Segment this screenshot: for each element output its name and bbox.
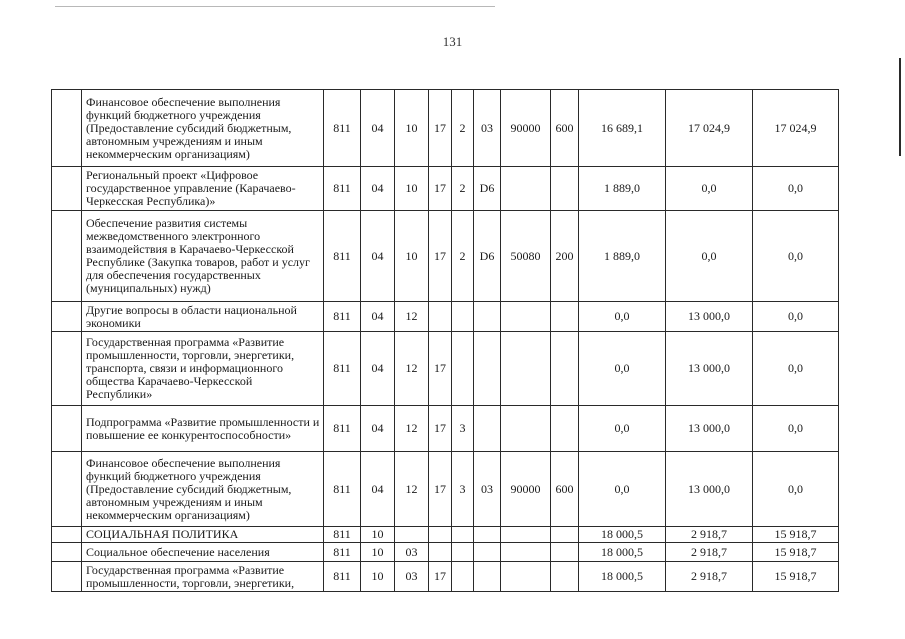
amount-year-1: 0,0: [579, 406, 666, 452]
subsection-code: 10: [395, 211, 429, 302]
amount-year-1: 0,0: [579, 452, 666, 527]
expense-type-code: 600: [551, 90, 579, 167]
row-name: Социальное обеспечение населения: [82, 543, 324, 562]
lead-cell: [52, 167, 82, 211]
subprogram-code: 3: [452, 406, 474, 452]
program-code: 17: [429, 562, 452, 592]
amount-year-2: 2 918,7: [666, 527, 753, 543]
direction-code: 90000: [501, 452, 551, 527]
amount-year-2: 13 000,0: [666, 406, 753, 452]
direction-code: [501, 543, 551, 562]
subsection-code: 10: [395, 90, 429, 167]
direction-code: [501, 527, 551, 543]
amount-year-3: 0,0: [753, 452, 839, 527]
ministry-code: 811: [324, 406, 361, 452]
budget-table: [51, 89, 839, 592]
subprogram-code: [452, 527, 474, 543]
direction-code: [501, 302, 551, 332]
subprogram-code: 2: [452, 167, 474, 211]
amount-year-1: 0,0: [579, 332, 666, 406]
subsection-code: 10: [395, 167, 429, 211]
event-code: [474, 332, 501, 406]
table-row: [52, 527, 839, 543]
table-row: [52, 452, 839, 527]
subsection-code: 12: [395, 452, 429, 527]
expense-type-code: [551, 302, 579, 332]
ministry-code: 811: [324, 562, 361, 592]
event-code: [474, 527, 501, 543]
event-code: [474, 543, 501, 562]
program-code: 17: [429, 90, 452, 167]
ministry-code: 811: [324, 302, 361, 332]
amount-year-3: 17 024,9: [753, 90, 839, 167]
amount-year-3: 0,0: [753, 167, 839, 211]
direction-code: [501, 406, 551, 452]
amount-year-1: 0,0: [579, 302, 666, 332]
ministry-code: 811: [324, 452, 361, 527]
section-code: 10: [361, 527, 395, 543]
direction-code: 50080: [501, 211, 551, 302]
section-code: 04: [361, 406, 395, 452]
amount-year-3: 0,0: [753, 332, 839, 406]
subsection-code: 12: [395, 332, 429, 406]
table-row: [52, 332, 839, 406]
amount-year-2: 13 000,0: [666, 302, 753, 332]
table-body: [52, 90, 839, 592]
direction-code: [501, 167, 551, 211]
table-row: [52, 302, 839, 332]
row-name: СОЦИАЛЬНАЯ ПОЛИТИКА: [82, 527, 324, 543]
ministry-code: 811: [324, 332, 361, 406]
section-code: 04: [361, 211, 395, 302]
subprogram-code: 3: [452, 452, 474, 527]
ministry-code: 811: [324, 90, 361, 167]
top-rule: [55, 6, 495, 7]
direction-code: [501, 562, 551, 592]
amount-year-2: 13 000,0: [666, 452, 753, 527]
expense-type-code: [551, 167, 579, 211]
subsection-code: 03: [395, 562, 429, 592]
subsection-code: 12: [395, 406, 429, 452]
amount-year-3: 15 918,7: [753, 562, 839, 592]
subprogram-code: [452, 332, 474, 406]
program-code: 17: [429, 167, 452, 211]
subsection-code: [395, 527, 429, 543]
expense-type-code: 600: [551, 452, 579, 527]
program-code: 17: [429, 406, 452, 452]
amount-year-3: 0,0: [753, 211, 839, 302]
expense-type-code: [551, 332, 579, 406]
amount-year-1: 18 000,5: [579, 543, 666, 562]
amount-year-1: 1 889,0: [579, 167, 666, 211]
amount-year-3: 15 918,7: [753, 543, 839, 562]
lead-cell: [52, 90, 82, 167]
amount-year-3: 0,0: [753, 302, 839, 332]
amount-year-3: 15 918,7: [753, 527, 839, 543]
event-code: D6: [474, 211, 501, 302]
expense-type-code: [551, 406, 579, 452]
amount-year-2: 0,0: [666, 211, 753, 302]
event-code: 03: [474, 452, 501, 527]
section-code: 04: [361, 332, 395, 406]
lead-cell: [52, 406, 82, 452]
section-code: 04: [361, 302, 395, 332]
section-code: 04: [361, 90, 395, 167]
table-row: [52, 562, 839, 592]
scan-edge-mark: [899, 58, 901, 156]
ministry-code: 811: [324, 527, 361, 543]
amount-year-3: 0,0: [753, 406, 839, 452]
row-name: Государственная программа «Развитие промышленности, торговли, энергетики,: [82, 562, 324, 592]
event-code: [474, 562, 501, 592]
row-name: Подпрограмма «Развитие промышленности и повышение ее конкурентоспособности»: [82, 406, 324, 452]
subprogram-code: [452, 562, 474, 592]
event-code: [474, 406, 501, 452]
lead-cell: [52, 211, 82, 302]
subprogram-code: 2: [452, 211, 474, 302]
program-code: [429, 527, 452, 543]
table-row: [52, 90, 839, 167]
row-name: Обеспечение развития системы межведомственного электронного взаимодействия в Карачаево-Черкесской Республике (Закупка товаров, работ и услуг для обеспечения государственных (муниципальных) нужд): [82, 211, 324, 302]
expense-type-code: 200: [551, 211, 579, 302]
program-code: 17: [429, 452, 452, 527]
row-name: Финансовое обеспечение выполнения функций бюджетного учреждения (Предоставление субсидий бюджетным, автономным учреждениям и иным некоммерческим организациям): [82, 452, 324, 527]
event-code: 03: [474, 90, 501, 167]
row-name: Региональный проект «Цифровое государственное управление (Карачаево-Черкесская Республика)»: [82, 167, 324, 211]
amount-year-1: 18 000,5: [579, 562, 666, 592]
subprogram-code: [452, 302, 474, 332]
lead-cell: [52, 452, 82, 527]
program-code: 17: [429, 211, 452, 302]
direction-code: [501, 332, 551, 406]
amount-year-2: 0,0: [666, 167, 753, 211]
lead-cell: [52, 302, 82, 332]
row-name: Другие вопросы в области национальной экономики: [82, 302, 324, 332]
lead-cell: [52, 562, 82, 592]
amount-year-2: 2 918,7: [666, 562, 753, 592]
amount-year-2: 17 024,9: [666, 90, 753, 167]
expense-type-code: [551, 543, 579, 562]
table-row: [52, 167, 839, 211]
expense-type-code: [551, 562, 579, 592]
table-row: [52, 543, 839, 562]
program-code: 17: [429, 332, 452, 406]
amount-year-1: 16 689,1: [579, 90, 666, 167]
section-code: 10: [361, 562, 395, 592]
lead-cell: [52, 543, 82, 562]
program-code: [429, 302, 452, 332]
lead-cell: [52, 527, 82, 543]
program-code: [429, 543, 452, 562]
section-code: 04: [361, 167, 395, 211]
section-code: 04: [361, 452, 395, 527]
row-name: Финансовое обеспечение выполнения функций бюджетного учреждения (Предоставление субсидий бюджетным, автономным учреждениям и иным некоммерческим организациям): [82, 90, 324, 167]
subprogram-code: [452, 543, 474, 562]
amount-year-1: 1 889,0: [579, 211, 666, 302]
table-row: [52, 211, 839, 302]
subprogram-code: 2: [452, 90, 474, 167]
amount-year-2: 2 918,7: [666, 543, 753, 562]
lead-cell: [52, 332, 82, 406]
subsection-code: 12: [395, 302, 429, 332]
event-code: D6: [474, 167, 501, 211]
amount-year-1: 18 000,5: [579, 527, 666, 543]
ministry-code: 811: [324, 167, 361, 211]
expense-type-code: [551, 527, 579, 543]
subsection-code: 03: [395, 543, 429, 562]
direction-code: 90000: [501, 90, 551, 167]
ministry-code: 811: [324, 211, 361, 302]
event-code: [474, 302, 501, 332]
table-row: [52, 406, 839, 452]
row-name: Государственная программа «Развитие промышленности, торговли, энергетики, транспорта, связи и информационного общества Карачаево-Черкесской Республики»: [82, 332, 324, 406]
amount-year-2: 13 000,0: [666, 332, 753, 406]
page-number: 131: [442, 34, 463, 49]
section-code: 10: [361, 543, 395, 562]
ministry-code: 811: [324, 543, 361, 562]
